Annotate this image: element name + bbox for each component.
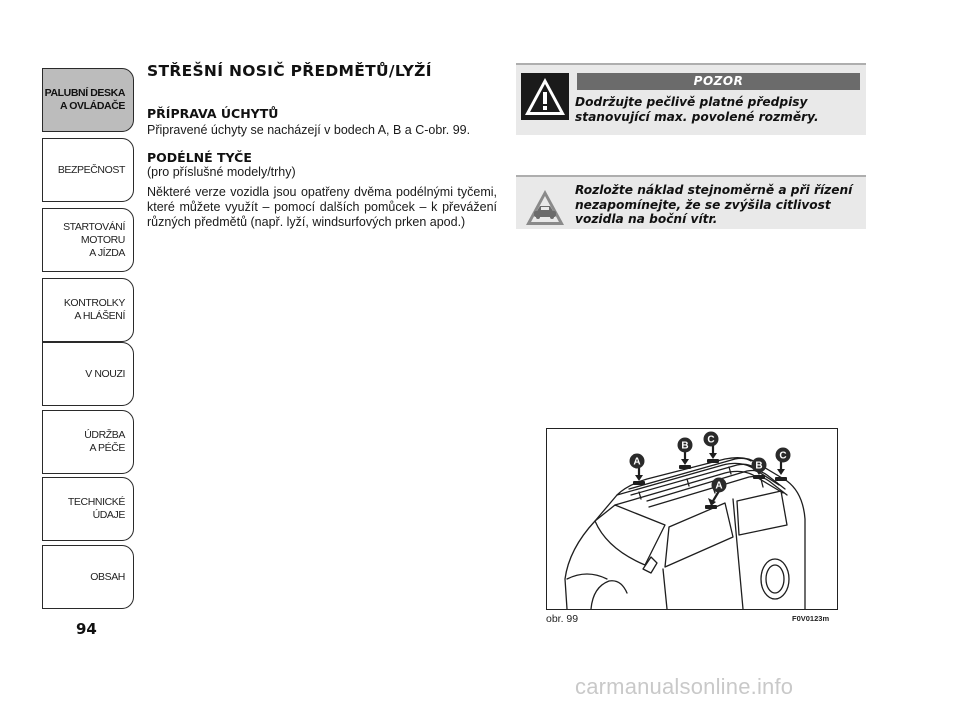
warning-triangle-icon [521,73,569,120]
marker-c-left: C [707,434,715,446]
section-heading-uchyty: PŘÍPRAVA ÚCHYTŮ [147,106,279,121]
marker-b-left: B [681,440,689,452]
tab-bezpecnost[interactable] [42,138,134,202]
tab-label: STARTOVÁNÍ MOTORU A JÍZDA [63,220,125,259]
tab-obsah[interactable] [42,545,134,609]
tab-udrzba[interactable] [42,410,134,474]
tab-label: ÚDRŽBA A PÉČE [84,429,125,454]
page-number: 94 [76,620,97,638]
marker-a-right: A [715,480,723,492]
pozor-label: POZOR [577,73,860,90]
tab-startovani[interactable] [42,208,134,272]
marker-a-left: A [633,456,641,468]
section-text-uchyty: Připravené úchyty se nacházejí v bodech A, B a C-obr. 99. [147,123,471,137]
page-title: STŘEŠNÍ NOSIČ PŘEDMĚTŮ/LYŽÍ [147,62,432,80]
tab-palubni-deska[interactable] [42,68,134,132]
figure-code: F0V0123m [792,614,830,623]
car-hazard-icon [522,185,568,231]
tab-label: BEZPEČNOST [57,163,125,176]
warning-box-pozor [516,63,866,135]
section-heading-tyce: PODÉLNÉ TYČE [147,150,252,165]
tab-technicke-udaje[interactable] [42,477,134,541]
figure-caption: obr. 99 [546,613,579,625]
marker-b-right: B [755,460,763,472]
tab-label: OBSAH [90,570,125,583]
watermark: carmanualsonline.info [575,674,794,699]
tab-v-nouzi[interactable] [42,342,134,406]
warning-text-rozmery: Dodržujte pečlivě platné předpisy stanovující max. povolené rozměry. [575,95,819,124]
tab-label: V NOUZI [85,367,125,380]
warning-box-naklad [516,175,866,229]
van-roof-illustration [547,429,837,609]
section-text-tyce: Některé verze vozidla jsou opatřeny dvěma podélnými tyčemi, které můžete využít – pomocí dalších pomůcek – k převážení různých předmětů (např. lyží, windsurfových prken apod.) [147,185,497,229]
tab-label: KONTROLKY A HLÁŠENÍ [63,297,125,322]
main-content [147,62,497,230]
figure-roof-rails [546,428,838,610]
tab-label: PALUBNÍ DESKA A OVLÁDAČE [44,87,125,112]
warning-text-naklad: Rozložte náklad stejnoměrně a při řízení nezapomínejte, že se zvýšila citlivost vozidla na boční vítr. [575,183,853,226]
section-note-tyce: (pro příslušné modely/trhy) [147,165,296,179]
tab-label: TECHNICKÉ ÚDAJE [67,496,125,521]
marker-c-right: C [779,450,787,462]
tab-kontrolky[interactable] [42,278,134,342]
